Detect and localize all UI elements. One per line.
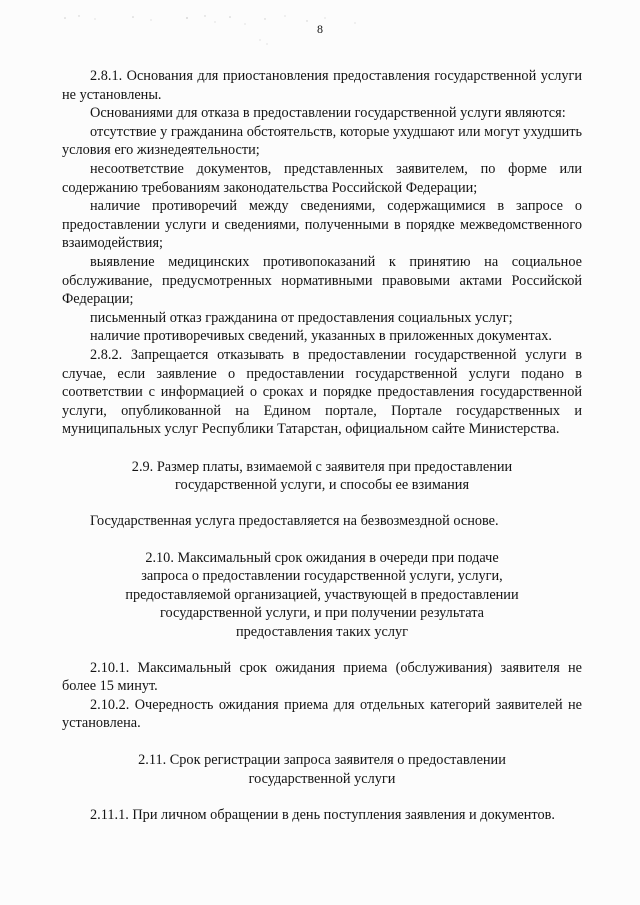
section-heading-2-9: 2.9. Размер платы, взимаемой с заявителя при предоставлении государственной услуги, и способы ее взимания bbox=[131, 458, 513, 494]
paragraph-2-10-1: 2.10.1. Максимальный срок ожидания приема (обслуживания) заявителя не более 15 минут. bbox=[62, 659, 582, 695]
paragraph-2-10-2: 2.10.2. Очередность ожидания приема для отдельных категорий заявителей не установлена. bbox=[62, 696, 582, 732]
list-item: наличие противоречий между сведениями, содержащимися в запросе о предоставлении услуги и сведениями, полученными в порядке межведомственного взаимодействия; bbox=[62, 198, 582, 252]
document-body bbox=[62, 67, 582, 825]
section-heading-2-10: 2.10. Максимальный срок ожидания в очереди при подаче запроса о предоставлении государственной услуги, услуги, предоставляемой организацией, участвующей в предоставлении государственной услуги, и при получении результата предоставления таких услуг bbox=[125, 549, 519, 641]
list-item: письменный отказ гражданина от предоставления социальных услуг; bbox=[90, 309, 513, 326]
list-item: отсутствие у гражданина обстоятельств, которые ухудшают или могут ухудшить условия его жизнедеятельности; bbox=[62, 123, 582, 159]
list-item: несоответствие документов, представленных заявителем, по форме или содержанию требованиям законодательства Российской Федерации; bbox=[62, 160, 582, 196]
paragraph-2-9: Государственная услуга предоставляется на безвозмездной основе. bbox=[90, 513, 499, 530]
paragraph-refusal-grounds: Основаниями для отказа в предоставлении государственной услуги являются: bbox=[90, 105, 566, 122]
list-item: выявление медицинских противопоказаний к принятию на социальное обслуживание, предусмотренных нормативными правовыми актами Российской Федерации; bbox=[62, 253, 582, 308]
paragraph-2-11-1: 2.11.1. При личном обращении в день поступления заявления и документов. bbox=[90, 807, 555, 824]
list-item: наличие противоречивых сведений, указанных в приложенных документах. bbox=[90, 328, 552, 345]
page-number: 8 bbox=[317, 22, 323, 36]
paragraph-2-8-2: 2.8.2. Запрещается отказывать в предоставлении государственной услуги в случае, если заявление о предоставлении государственной услуги подано в соответствии с информацией о сроках и порядке предоставления государственной услуги, опубликованной на Едином портале, Портале государственных и муниципальных услуг Республики Татарстан, официальном сайте Министерства. bbox=[62, 346, 582, 438]
paragraph-2-8-1: 2.8.1. Основания для приостановления предоставления государственной услуги не установлены. bbox=[62, 68, 582, 103]
section-heading-2-11: 2.11. Срок регистрации запроса заявителя о предоставлении государственной услуги bbox=[138, 752, 506, 787]
